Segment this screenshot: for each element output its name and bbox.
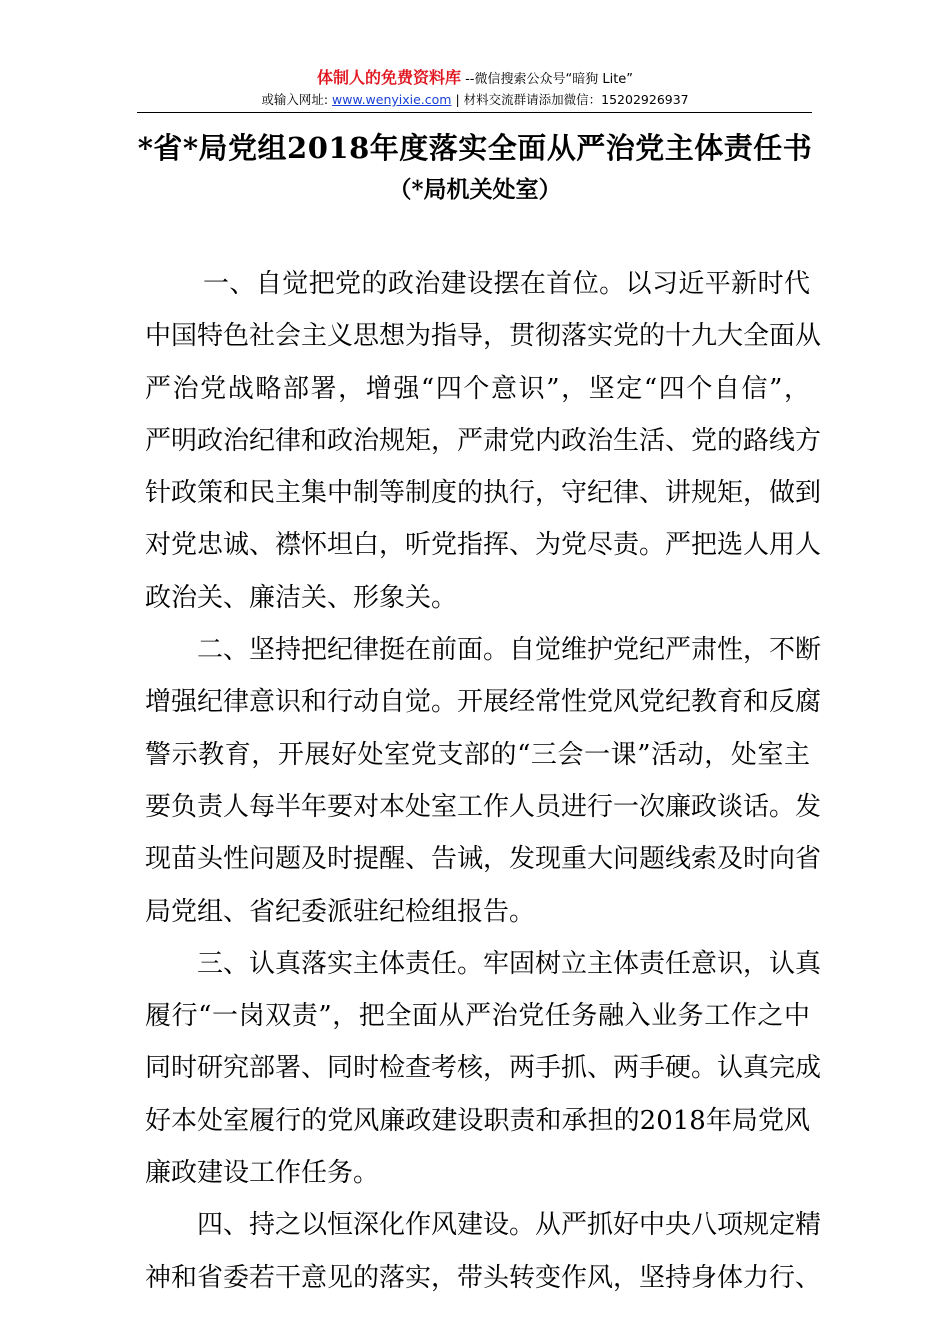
- wechat-note: --微信搜索公众号“暗狗 Lite”: [460, 72, 634, 87]
- header-line-2: [140, 90, 810, 110]
- document-title: *省*局党组2018年度落实全面从严治党主体责任书: [137, 131, 813, 165]
- header-divider: [137, 112, 812, 113]
- body-line: 好本处室履行的党风廉政建设职责和承担的2018年局党风: [145, 1105, 810, 1136]
- body-line: 局党组、省纪委派驻纪检组报告。: [145, 896, 536, 927]
- url-prefix: 或输入网址:: [261, 92, 333, 107]
- body-line: 神和省委若干意见的落实，带头转变作风，坚持身体力行、: [145, 1262, 822, 1293]
- body-line: 三、认真落实主体责任。牢固树立主体责任意识，认真: [197, 948, 822, 979]
- body-line: 廉政建设工作任务。: [145, 1158, 380, 1189]
- document-body: [145, 258, 822, 1304]
- library-name: 体制人的免费资料库: [316, 68, 461, 87]
- body-line: 增强纪律意识和行动自觉。开展经常性党风党纪教育和反腐: [145, 687, 822, 718]
- body-line: 同时研究部署、同时检查考核，两手抓、两手硬。认真完成: [145, 1053, 822, 1084]
- body-line: 对党忠诚、襟怀坦白，听党指挥、为党尽责。严把选人用人: [145, 530, 822, 561]
- body-line: 中国特色社会主义思想为指导，贯彻落实党的十九大全面从: [145, 321, 822, 352]
- header-line-1: [140, 68, 810, 90]
- body-line: 四、持之以恒深化作风建设。从严抓好中央八项规定精: [197, 1210, 822, 1241]
- body-line: 警示教育，开展好处室党支部的“三会一课”活动，处室主: [145, 739, 810, 770]
- body-line: 一、自觉把党的政治建设摆在首位。以习近平新时代: [203, 269, 810, 299]
- body-line: 政治关、廉洁关、形象关。: [145, 582, 458, 613]
- body-line: 针政策和民主集中制等制度的执行，守纪律、讲规矩，做到: [145, 478, 822, 509]
- website-link[interactable]: www.wenyixie.com: [332, 92, 452, 107]
- body-line: 严治党战略部署，增强“四个意识”，坚定“四个自信”，: [145, 373, 810, 404]
- contact-info: | 材料交流群请添加微信：15202926937: [451, 92, 689, 107]
- body-line: 现苗头性问题及时提醒、告诫，发现重大问题线索及时向省: [145, 844, 822, 875]
- body-line: 严明政治纪律和政治规矩，严肃党内政治生活、党的路线方: [145, 425, 822, 456]
- document-subtitle: （*局机关处室）: [388, 176, 562, 203]
- body-line: 履行“一岗双责”，把全面从严治党任务融入业务工作之中: [145, 1001, 810, 1032]
- body-line: 二、坚持把纪律挺在前面。自觉维护党纪严肃性，不断: [197, 635, 822, 666]
- page-header: [140, 68, 810, 110]
- body-line: 要负责人每半年要对本处室工作人员进行一次廉政谈话。发: [145, 791, 822, 822]
